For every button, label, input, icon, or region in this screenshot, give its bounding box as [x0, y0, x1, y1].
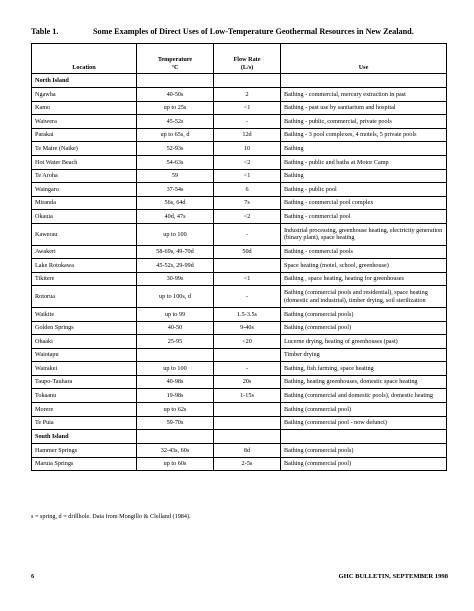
location-cell: Te Puia	[32, 416, 137, 430]
temperature-cell: 40d, 47s	[137, 210, 214, 224]
location-cell: Taupo-Tauhara	[32, 375, 137, 389]
section-empty-cell	[137, 430, 214, 444]
location-cell: Hot Water Beach	[32, 155, 137, 169]
table-row	[32, 272, 447, 286]
location-cell: Golden Springs	[32, 321, 137, 335]
table-row	[32, 335, 447, 349]
temperature-cell: 59-70s	[137, 416, 214, 430]
table-row	[32, 245, 447, 259]
section-empty-cell	[281, 430, 447, 444]
use-cell: Bathing - commercial, mercury extraction in past	[281, 88, 447, 102]
table-row	[32, 196, 447, 210]
use-cell: Bathing - public and baths at Motor Camp	[281, 155, 447, 169]
use-cell: Bathing - commercial pools	[281, 245, 447, 259]
section-empty-cell	[281, 74, 447, 88]
use-cell: Bathing	[281, 142, 447, 156]
table-row	[32, 389, 447, 403]
temperature-cell: 32-43s, 60s	[137, 444, 214, 458]
table-row	[32, 375, 447, 389]
use-cell: Bathing, fish farming, space heating	[281, 362, 447, 376]
table-row	[32, 142, 447, 156]
header-temperature-line2: °C	[171, 63, 179, 71]
table-caption: Some Examples of Direct Uses of Low-Temperature Geothermal Resources in New Zealand.	[93, 27, 414, 36]
temperature-cell: up to 100s, d	[137, 286, 214, 308]
location-cell: Hammer Springs	[32, 444, 137, 458]
location-cell: Kamo	[32, 101, 137, 115]
temperature-cell: 58-69s, 49-70d	[137, 245, 214, 259]
location-cell: Rotorua	[32, 286, 137, 308]
use-cell: Bathing, heating greenhouses, domestic space heating	[281, 375, 447, 389]
use-cell: Bathing - 3 pool complexes, 4 motels, 5 private pools	[281, 128, 447, 142]
flow-rate-cell: 20s	[214, 375, 281, 389]
temperature-cell: up to 99	[137, 307, 214, 321]
flow-rate-cell: 8d	[214, 444, 281, 458]
flow-rate-cell	[214, 348, 281, 362]
table-row	[32, 307, 447, 321]
location-cell: Ngawha	[32, 88, 137, 102]
temperature-cell: up to 25s	[137, 101, 214, 115]
location-cell: Okauia	[32, 210, 137, 224]
header-flow-line1: Flow Rate	[233, 56, 261, 64]
table-row	[32, 321, 447, 335]
use-cell: Bathing , space heating, heating for greenhouses	[281, 272, 447, 286]
use-cell: Industrial processing, greenhouse heating, electricity generation (binary plant), space heating	[281, 223, 447, 245]
flow-rate-cell: 9-40s	[214, 321, 281, 335]
temperature-cell: up to 65s, d	[137, 128, 214, 142]
temperature-cell: up to 60s	[137, 457, 214, 471]
use-cell: Bathing	[281, 169, 447, 183]
use-cell: Space heating (motel, school, greenhouse)	[281, 259, 447, 273]
flow-rate-cell: 50d	[214, 245, 281, 259]
use-cell: Bathing - past use by sanitarium and hospital	[281, 101, 447, 115]
location-cell: Kawerau	[32, 223, 137, 245]
flow-rate-cell: -	[214, 286, 281, 308]
temperature-cell: 19-98s	[137, 389, 214, 403]
temperature-cell: 52-93s	[137, 142, 214, 156]
table-row	[32, 169, 447, 183]
header-flow-line2: (L/s)	[240, 63, 254, 71]
table-row	[32, 88, 447, 102]
table-row	[32, 101, 447, 115]
header-temperature	[137, 44, 214, 74]
flow-rate-cell: 1.5-3.5s	[214, 307, 281, 321]
temperature-cell: up to 62s	[137, 403, 214, 417]
temperature-cell: 54-63s	[137, 155, 214, 169]
section-row	[32, 430, 447, 444]
table-row	[32, 183, 447, 197]
use-cell: Bathing (commercial pools and residential), space heating (domestic and industrial), timber drying, soil sterilization	[281, 286, 447, 308]
table-row	[32, 286, 447, 308]
temperature-cell: 40-50	[137, 321, 214, 335]
temperature-cell: 30-99s	[137, 272, 214, 286]
location-cell: Ohaaki	[32, 335, 137, 349]
temperature-cell: 37-54s	[137, 183, 214, 197]
table-title	[31, 27, 454, 36]
flow-rate-cell: 2	[214, 88, 281, 102]
header-row	[32, 44, 447, 74]
table-row	[32, 210, 447, 224]
temperature-cell: up to 100	[137, 223, 214, 245]
geothermal-uses-table	[31, 43, 447, 471]
flow-rate-cell: 7s	[214, 196, 281, 210]
flow-rate-cell	[214, 403, 281, 417]
section-heading: South Island	[32, 430, 137, 444]
location-cell: Waiwera	[32, 115, 137, 129]
location-cell: Te Aroha	[32, 169, 137, 183]
bulletin-name: GHC BULLETIN, SEPTEMBER 1998	[338, 573, 448, 580]
flow-rate-cell: <2	[214, 210, 281, 224]
temperature-cell: 25-95	[137, 335, 214, 349]
location-cell: Waingaro	[32, 183, 137, 197]
table-row	[32, 115, 447, 129]
use-cell: Bathing - commercial pool complex	[281, 196, 447, 210]
footnote: s = spring, d = drillhole. Data from Mongillo & Clelland (1984).	[31, 513, 191, 520]
table-row	[32, 457, 447, 471]
temperature-cell: up to 100	[137, 362, 214, 376]
flow-rate-cell: -	[214, 223, 281, 245]
flow-rate-cell: <20	[214, 335, 281, 349]
section-empty-cell	[214, 74, 281, 88]
table-row	[32, 128, 447, 142]
flow-rate-cell: <1	[214, 101, 281, 115]
location-cell: Waiotapu	[32, 348, 137, 362]
location-cell: Tikitere	[32, 272, 137, 286]
flow-rate-cell: 12d	[214, 128, 281, 142]
use-cell: Bathing (commercial and domestic pools), domestic heating	[281, 389, 447, 403]
section-empty-cell	[137, 74, 214, 88]
flow-rate-cell: 1-15s	[214, 389, 281, 403]
flow-rate-cell: 2-5s	[214, 457, 281, 471]
table-row	[32, 155, 447, 169]
use-cell: Bathing - public, commercial, private pools	[281, 115, 447, 129]
use-cell: Bathing - commercial pool	[281, 210, 447, 224]
flow-rate-cell	[214, 259, 281, 273]
temperature-cell: 40-50s	[137, 88, 214, 102]
section-row	[32, 74, 447, 88]
location-cell: Parakai	[32, 128, 137, 142]
header-location: Location	[32, 44, 137, 74]
header-flow-rate	[214, 44, 281, 74]
use-cell: Bathing (commercial pool)	[281, 457, 447, 471]
location-cell: Maruia Springs	[32, 457, 137, 471]
temperature-cell: 40-98s	[137, 375, 214, 389]
location-cell: Waikite	[32, 307, 137, 321]
location-cell: Miranda	[32, 196, 137, 210]
temperature-cell: 56s, 64d	[137, 196, 214, 210]
location-cell: Wairakei	[32, 362, 137, 376]
flow-rate-cell: 10	[214, 142, 281, 156]
use-cell: Bathing - public pool	[281, 183, 447, 197]
use-cell: Bathing (commercial pools)	[281, 444, 447, 458]
location-cell: Lake Rotokawa	[32, 259, 137, 273]
location-cell: Awakeri	[32, 245, 137, 259]
use-cell: Bathing (commercial pools)	[281, 307, 447, 321]
table-row	[32, 348, 447, 362]
header-use: Use	[281, 44, 447, 74]
location-cell: Morere	[32, 403, 137, 417]
table-body	[32, 74, 447, 471]
section-empty-cell	[214, 430, 281, 444]
table-number: Table 1.	[31, 27, 59, 36]
flow-rate-cell: -	[214, 115, 281, 129]
page-number: 6	[31, 573, 35, 580]
table-row	[32, 259, 447, 273]
flow-rate-cell	[214, 416, 281, 430]
table-row	[32, 223, 447, 245]
use-cell: Lucerne drying, heating of greenhouses (past)	[281, 335, 447, 349]
table-row	[32, 403, 447, 417]
table-row	[32, 416, 447, 430]
flow-rate-cell: 6	[214, 183, 281, 197]
flow-rate-cell: <1	[214, 272, 281, 286]
use-cell: Bathing (commercial pool - now defunct)	[281, 416, 447, 430]
use-cell: Bathing (commercial pool)	[281, 403, 447, 417]
temperature-cell: 45-52s	[137, 115, 214, 129]
use-cell: Timber drying	[281, 348, 447, 362]
location-cell: Tokaanu	[32, 389, 137, 403]
table-row	[32, 362, 447, 376]
temperature-cell: 45-52s, 29-99d	[137, 259, 214, 273]
use-cell: Bathing (commercial pool)	[281, 321, 447, 335]
location-cell: Te Maire (Naike)	[32, 142, 137, 156]
table-row	[32, 444, 447, 458]
temperature-cell: 59	[137, 169, 214, 183]
header-temperature-line1: Temperature	[157, 56, 193, 64]
flow-rate-cell: <1	[214, 169, 281, 183]
temperature-cell	[137, 348, 214, 362]
flow-rate-cell: <2	[214, 155, 281, 169]
section-heading: North Island	[32, 74, 137, 88]
flow-rate-cell: -	[214, 362, 281, 376]
